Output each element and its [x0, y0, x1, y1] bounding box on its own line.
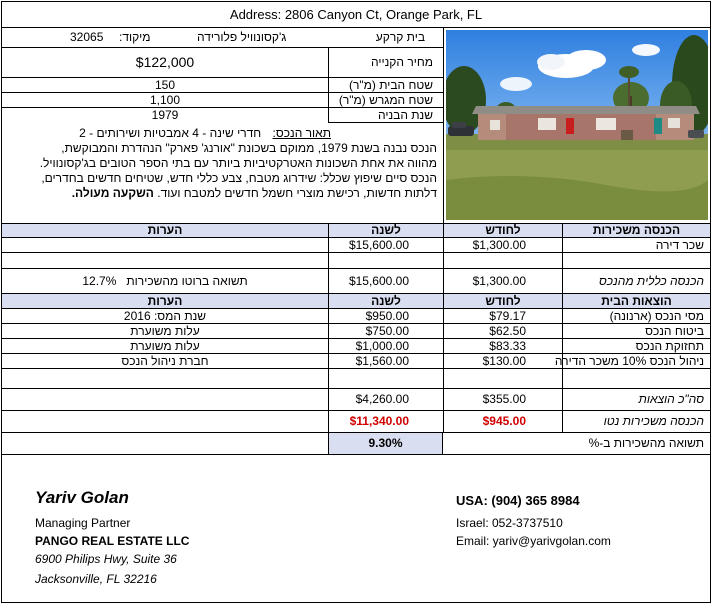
income-header-year: לשנה — [328, 224, 443, 237]
expense-year: $750.00 — [328, 324, 443, 338]
price-row — [2, 48, 443, 78]
price-value: $122,000 — [135, 54, 195, 70]
type-row — [2, 28, 443, 48]
listing-sheet — [1, 1, 711, 603]
description-line-3: הנכס סיים שיפוץ שכלל: שידרוג מטבח, צבע כללי חדש, שטיחים חדשים בחדרים, — [41, 171, 437, 185]
zip-label: מיקוד: — [119, 30, 151, 44]
expense-note: שנת המס: 2016 — [123, 309, 207, 323]
total-income-year: $15,600.00 — [328, 269, 443, 293]
lot-area-value: 1,100 — [149, 93, 181, 107]
email-link[interactable]: Email: yariv@yarivgolan.com — [456, 534, 611, 548]
expense-month: $79.17 — [443, 309, 562, 323]
gross-yield-value: 12.7% — [82, 274, 117, 288]
rooms-line: חדרי שינה - 4 אמבטיות ושירותים - 2 — [79, 126, 262, 140]
total-income-label: הכנסה כללית מהנכס — [562, 269, 710, 293]
expense-label: ניהול הנכס 10% משכר הדירה — [562, 354, 710, 368]
description-highlight: השקעה מעולה. — [71, 186, 154, 200]
israel-phone: Israel: 052-3737510 — [456, 516, 563, 530]
street-address: 6900 Philips Hwy, Suite 36 — [35, 552, 177, 566]
net-yield-value: 9.30% — [328, 433, 443, 454]
income-header-row — [2, 224, 710, 238]
lot-area-row — [2, 93, 443, 108]
expense-note: עלות משוערת — [130, 324, 200, 338]
city-address: Jacksonville, FL 32216 — [35, 572, 157, 586]
net-income-year: $11,340.00 — [328, 411, 443, 432]
net-income-row — [2, 411, 710, 433]
house-area-label: שטח הבית (מ"ר) — [328, 78, 443, 92]
expenses-header-row — [2, 294, 710, 309]
net-yield-row — [2, 433, 710, 455]
expenses-header-desc: הוצאות הבית — [562, 294, 710, 308]
expense-note: עלות משוערת — [130, 339, 200, 353]
property-description — [2, 126, 443, 224]
rent-label: שכר דירה — [562, 238, 710, 252]
rent-year: $15,600.00 — [328, 238, 443, 252]
income-header-month: לחודש — [443, 224, 562, 237]
expense-month: $62.50 — [443, 324, 562, 338]
total-expenses-row — [2, 389, 710, 411]
total-income-row — [2, 269, 710, 294]
house-image — [446, 30, 708, 220]
expense-row — [2, 324, 710, 339]
lot-area-label: שטח המגרש (מ"ר) — [328, 93, 443, 107]
agent-name: Yariv Golan — [35, 488, 129, 507]
agent-title: Managing Partner — [35, 516, 131, 530]
expense-year: $950.00 — [328, 309, 443, 323]
zip-value: 32065 — [70, 30, 104, 44]
price-label: מחיר הקנייה — [328, 48, 443, 77]
expense-row — [2, 309, 710, 324]
rent-month: $1,300.00 — [443, 238, 562, 252]
description-title: תאור הנכס: — [272, 126, 331, 140]
expenses-header-year: לשנה — [328, 294, 443, 308]
house-area-value: 150 — [154, 78, 176, 92]
income-header-notes: הערות — [147, 223, 183, 237]
total-income-month: $1,300.00 — [443, 269, 562, 293]
expense-label: מסי הנכס (ארנונה) — [562, 309, 710, 323]
total-expenses-year: $4,260.00 — [328, 389, 443, 410]
city: ג'קסונוויל פלורידה — [197, 30, 287, 44]
income-header-desc: הכנסה משכירות — [562, 224, 710, 237]
expense-row — [2, 339, 710, 354]
description-line-2: מהווה את אחת השכונות האטרקטיביות ביותר עם בתי הספר הטובים בג'קסונוויל. — [39, 156, 437, 170]
company-name: PANGO REAL ESTATE LLC — [35, 534, 190, 548]
net-income-month: $945.00 — [443, 411, 562, 432]
net-yield-label: תשואה מהשכירות ב-% — [588, 436, 704, 450]
expense-label: תחזוקת הנכס — [562, 339, 710, 353]
expenses-header-month: לחודש — [443, 294, 562, 308]
gross-yield-note: תשואה ברוטו מהשכירות — [126, 274, 248, 288]
expense-month: $130.00 — [443, 354, 562, 368]
rent-row — [2, 238, 710, 253]
spacer-row — [2, 369, 710, 389]
expense-label: ביטוח הנכס — [562, 324, 710, 338]
house-area-row — [2, 78, 443, 93]
year-row — [2, 108, 443, 126]
total-expenses-month: $355.00 — [443, 389, 562, 410]
expense-year: $1,560.00 — [328, 354, 443, 368]
year-label: שנת הבניה — [328, 108, 443, 123]
property-info — [2, 28, 443, 224]
usa-phone: USA: (904) 365 8984 — [456, 493, 580, 508]
expense-note: חברת ניהול הנכס — [121, 354, 209, 368]
expenses-header-notes: הערות — [147, 294, 183, 308]
property-type: בית קרקע — [375, 30, 425, 44]
spacer-row — [2, 253, 710, 269]
description-line-4: דלתות חדשות, רכישת מוצרי חשמל חדשים למטבח ועוד. — [157, 186, 437, 200]
expense-year: $1,000.00 — [328, 339, 443, 353]
address-header: Address: 2806 Canyon Ct, Orange Park, FL — [2, 2, 710, 28]
total-expenses-label: סה"כ הוצאות — [562, 389, 710, 410]
gross-yield-cell — [2, 269, 328, 293]
net-income-label: הכנסה משכירות נטו — [562, 411, 710, 432]
year-value: 1979 — [151, 108, 179, 122]
expense-month: $83.33 — [443, 339, 562, 353]
property-photo — [443, 28, 710, 224]
description-line-1: הנכס נבנה בשנת 1979, ממוקם בשכונת "אורנג' פארק" הנהדרת והמבוקשת, — [61, 141, 437, 155]
contact-footer — [2, 472, 710, 602]
expense-row — [2, 354, 710, 369]
